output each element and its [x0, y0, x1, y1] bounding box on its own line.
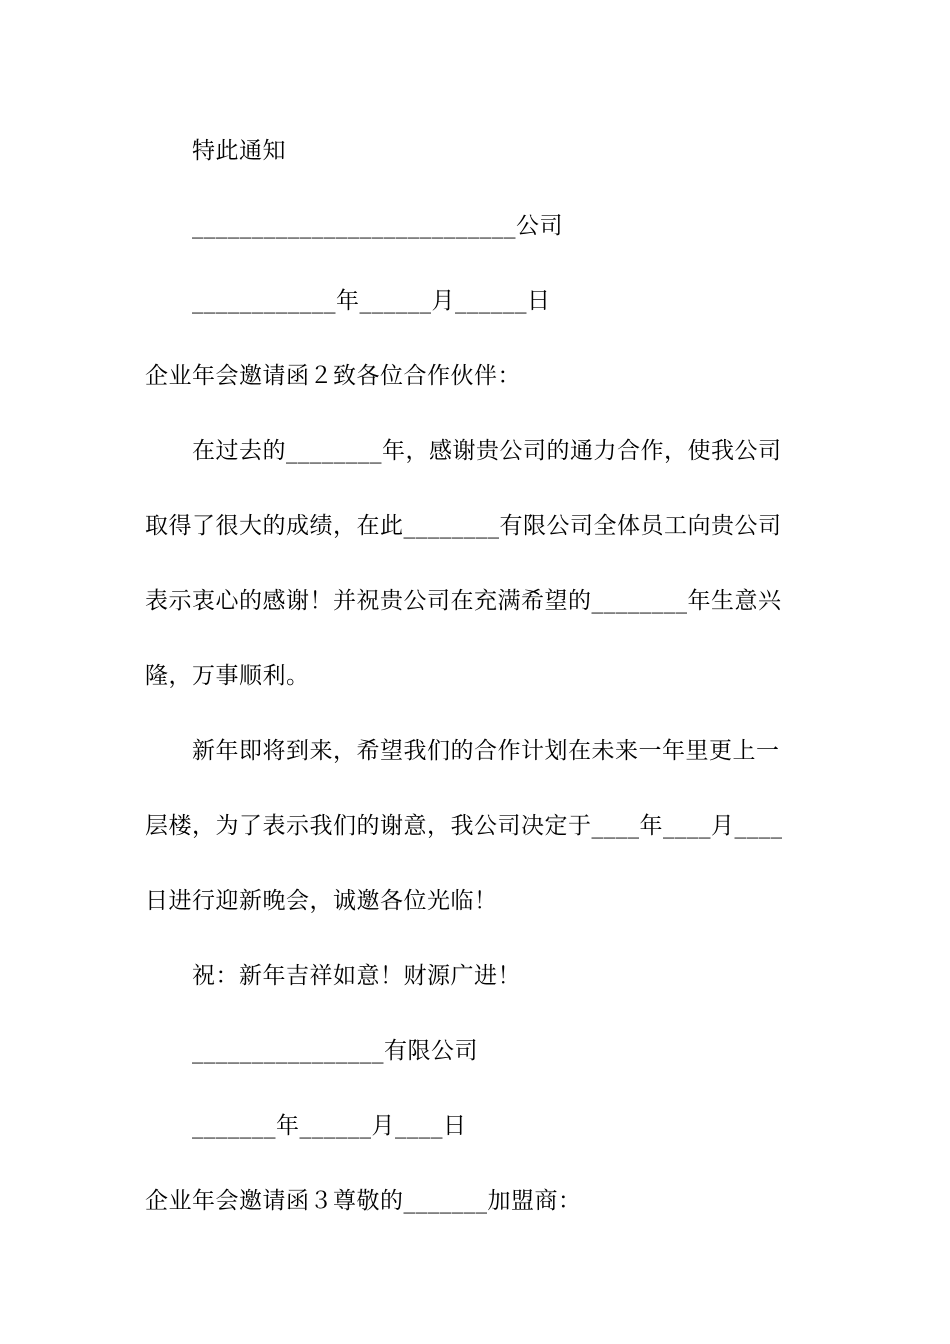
paragraph-line: 层楼，为了表示我们的谢意，我公司决定于____年____月____ [145, 813, 783, 839]
paragraph-line: 日进行迎新晚会，诚邀各位光临！ [145, 888, 498, 914]
paragraph-line: 隆，万事顺利。 [145, 663, 310, 689]
date-line: _______年______月____日 [192, 1113, 467, 1139]
paragraph-line: 表示衷心的感谢！并祝贵公司在充满希望的________年生意兴 [145, 588, 782, 614]
paragraph-line: 取得了很大的成绩，在此________有限公司全体员工向贵公司 [145, 513, 782, 539]
paragraph-line: 在过去的________年，感谢贵公司的通力合作，使我公司 [192, 438, 782, 464]
date-line: ____________年______月______日 [192, 288, 551, 314]
paragraph-line: 新年即将到来，希望我们的合作计划在未来一年里更上一 [192, 738, 780, 764]
section-heading-3: 企业年会邀请函３尊敬的_______加盟商： [145, 1188, 582, 1214]
company-signature-line: ________________有限公司 [192, 1038, 478, 1064]
section-heading-2: 企业年会邀请函２致各位合作伙伴： [145, 363, 521, 389]
blessing-line: 祝：新年吉祥如意！财源广进！ [192, 963, 521, 989]
company-signature-line: ___________________________公司 [192, 213, 563, 239]
notice-closing: 特此通知 [192, 138, 286, 164]
